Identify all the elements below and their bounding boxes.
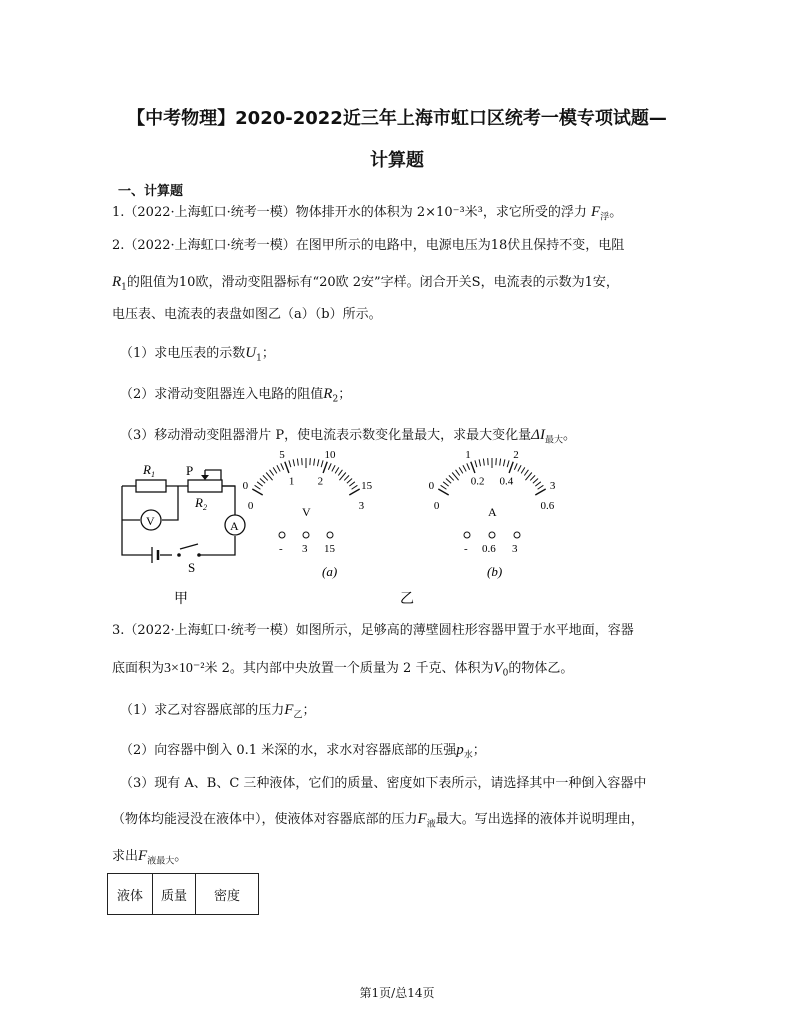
question-3-part3-end: 求出$F_{液最大}$。 [112, 848, 188, 867]
question-3-line2: 底面积为3×10⁻²米 2。其内部中央放置一个质量为 2 千克、体积为$V_0$的物体乙。 [112, 660, 574, 679]
caption-yi: 乙 [400, 592, 414, 607]
ammeter-dial-tick [514, 463, 517, 469]
voltmeter-terminals [279, 532, 333, 538]
voltmeter-terminal-label: 15 [324, 543, 335, 555]
caption-b: (b) [487, 564, 503, 579]
ammeter-dial-tick [475, 460, 477, 467]
question-2-part2: （2）求滑动变阻器连入电路的阻值$R_2$； [120, 386, 352, 405]
voltmeter-dial-tick [349, 489, 359, 495]
voltmeter-dial-tick [293, 459, 294, 466]
voltmeter-dial-tick [314, 459, 315, 466]
page-footer: 第1页/总14页 [359, 986, 435, 1000]
question-3-part2: （2）向容器中倒入 0.1 米深的水，求水对容器底部的压强$p_水$； [120, 742, 486, 761]
ammeter-dial-outer-label: 3 [549, 480, 556, 492]
ammeter-dial-outer-label: 1 [465, 449, 471, 462]
ammeter-label: A [230, 519, 239, 533]
voltmeter-dial-tick [263, 475, 268, 480]
ammeter-dial-tick [535, 482, 541, 486]
label-r1: $R_1$ [143, 462, 155, 479]
ammeter-dial-tick [500, 459, 501, 466]
question-1: 1.（2022·上海虹口·统考一模）物体排开水的体积为 2×10⁻³米³，求它所受的浮力 $F_浮$。 [112, 204, 623, 223]
section-heading: 一、计算题 [118, 184, 184, 199]
voltmeter-dial-tick [270, 470, 274, 476]
voltmeter-dial-tick [347, 479, 352, 484]
ammeter-dial-tick [530, 475, 535, 480]
voltmeter-dial-outer-label: 5 [279, 449, 285, 462]
slider-arrow [201, 475, 209, 480]
voltmeter-dial-tick [323, 462, 327, 473]
ammeter-dial-unit: A [488, 505, 497, 519]
ammeter-terminal-label: 3 [512, 543, 518, 555]
ammeter-dial-tick [535, 489, 545, 495]
ammeter-dial-outer-label: 0 [428, 480, 435, 492]
question-2-line3: 电压表、电流表的表盘如图乙（a）（b）所示。 [112, 307, 382, 322]
ammeter-dial-inner-label: 0 [433, 500, 440, 512]
page-title-line2: 计算题 [370, 150, 424, 171]
question-2-line1: 2.（2022·上海虹口·统考一模）在图甲所示的电路中，电源电压为18伏且保持不变，电阻 [112, 238, 625, 253]
switch-label: S [188, 560, 196, 575]
voltmeter-dial-tick [289, 460, 291, 467]
question-3-part3: （3）现有 A、B、C 三种液体，它们的质量、密度如下表所示，请选择其中一种倒入容器中 [120, 776, 647, 791]
rheostat-r2 [188, 480, 222, 492]
ammeter-dial-tick [441, 485, 447, 489]
ammeter-dial-inner-label: 0.6 [540, 500, 555, 512]
question-3-part1: （1）求乙对容器底部的压力$F_乙$； [120, 702, 316, 721]
voltmeter-dial-inner-label: 1 [288, 475, 295, 488]
ammeter-dial-tick [467, 463, 470, 469]
voltmeter-terminal-label: 3 [302, 543, 308, 555]
voltmeter-dial-tick [344, 475, 349, 480]
voltmeter-terminal-label: - [279, 543, 283, 555]
voltmeter-dial-outer-label: 10 [324, 449, 336, 462]
voltmeter-dial-tick [255, 485, 261, 489]
voltmeter-dial-tick [252, 489, 262, 495]
table-header-cell: 质量 [153, 874, 196, 915]
voltmeter-dial-unit: V [302, 505, 311, 519]
circuit-and-meters-figure [100, 448, 600, 608]
ammeter-dial-tick [438, 489, 448, 495]
ammeter-dial-tick [483, 459, 484, 466]
voltmeter-dial-tick [349, 482, 355, 486]
voltmeter-dial-tick [321, 460, 323, 467]
voltmeter-dial-tick [338, 470, 342, 476]
ammeter-dial-outer-label: 2 [513, 449, 519, 462]
liquid-table [107, 873, 259, 915]
voltmeter-dial-tick [335, 467, 339, 473]
ammeter-dial-tick [456, 470, 460, 476]
ammeter-terminal-label: - [464, 543, 468, 555]
table-header-cell: 液体 [108, 874, 153, 915]
table-header-cell: 密度 [196, 874, 259, 915]
voltmeter-dial-outer-label: 15 [361, 480, 373, 492]
ammeter-dial-tick [446, 479, 451, 484]
question-3-line1: 3.（2022·上海虹口·统考一模）如图所示，足够高的薄壁圆柱形容器甲置于水平地面，容器 [112, 623, 634, 638]
ammeter-dial-tick [518, 465, 521, 471]
ammeter-dial-tick [443, 482, 449, 486]
ammeter-dial-tick [479, 459, 480, 466]
voltmeter-dial-tick [328, 463, 331, 469]
voltmeter-dial-inner-label: 2 [317, 475, 324, 488]
ammeter-terminals [464, 532, 520, 538]
ammeter-dial-tick [449, 475, 454, 480]
ammeter-dial-tick [507, 460, 509, 467]
ammeter-dial-tick [524, 470, 528, 476]
voltmeter-dial-tick [260, 479, 265, 484]
question-2-part3: （3）移动滑动变阻器滑片 P，使电流表示数变化量最大，求最大变化量$\Delta I_{最大}$。 [120, 427, 576, 446]
voltmeter-dial-tick [332, 465, 335, 471]
page-title: 【中考物理】2020-2022近三年上海市虹口区统考一模专项试题— [127, 108, 667, 129]
voltmeter-dial-tick [297, 459, 298, 466]
table-header-row [108, 874, 259, 915]
ammeter-dial-inner-label: 0.2 [470, 475, 485, 488]
caption-a: (a) [322, 564, 338, 579]
ammeter-dial-tick [459, 467, 463, 473]
question-2-line2: $R_1$的阻值为10欧，滑动变阻器标有“20欧 2安”字样。闭合开关S，电流表的示数为1安， [112, 274, 619, 293]
ammeter-dial-tick [463, 465, 466, 471]
label-p: P [186, 463, 194, 478]
switch-contact-right [197, 553, 201, 557]
ammeter-dial [429, 449, 556, 512]
voltmeter-dial-tick [285, 462, 289, 473]
label-r2: $R_2$ [195, 495, 207, 512]
voltmeter-dial-tick [273, 467, 277, 473]
ammeter-dial-tick [538, 485, 544, 489]
caption-jia: 甲 [174, 592, 188, 607]
ammeter-dial-tick [503, 459, 504, 466]
voltmeter-dial-tick [317, 459, 318, 466]
voltmeter-label: V [146, 514, 155, 528]
ammeter-terminal-label: 0.6 [482, 543, 496, 555]
voltmeter-dial-tick [281, 463, 284, 469]
ammeter-dial-inner-label: 0.4 [499, 475, 514, 488]
ammeter-dial-tick [521, 467, 525, 473]
ammeter-dial-tick [509, 462, 513, 473]
voltmeter-dial-tick [257, 482, 263, 486]
battery-symbol [152, 547, 158, 563]
question-2-part1: （1）求电压表的示数$U_1$； [120, 345, 275, 364]
switch-contact-left [177, 553, 181, 557]
voltmeter-dial [243, 449, 373, 512]
question-3-part3-cont: （物体均能浸没在液体中），使液体对容器底部的压力$F_液$最大。写出选择的液体并说明理由， [112, 811, 644, 830]
voltmeter-dial-inner-label: 0 [247, 500, 254, 512]
voltmeter-dial-outer-label: 0 [242, 480, 249, 492]
voltmeter-dial-tick [277, 465, 280, 471]
ammeter-dial-tick [471, 462, 475, 473]
ammeter-dial-tick [533, 479, 538, 484]
voltmeter-dial-tick [352, 485, 358, 489]
resistor-r1 [136, 480, 166, 492]
voltmeter-dial-inner-label: 3 [358, 500, 365, 512]
